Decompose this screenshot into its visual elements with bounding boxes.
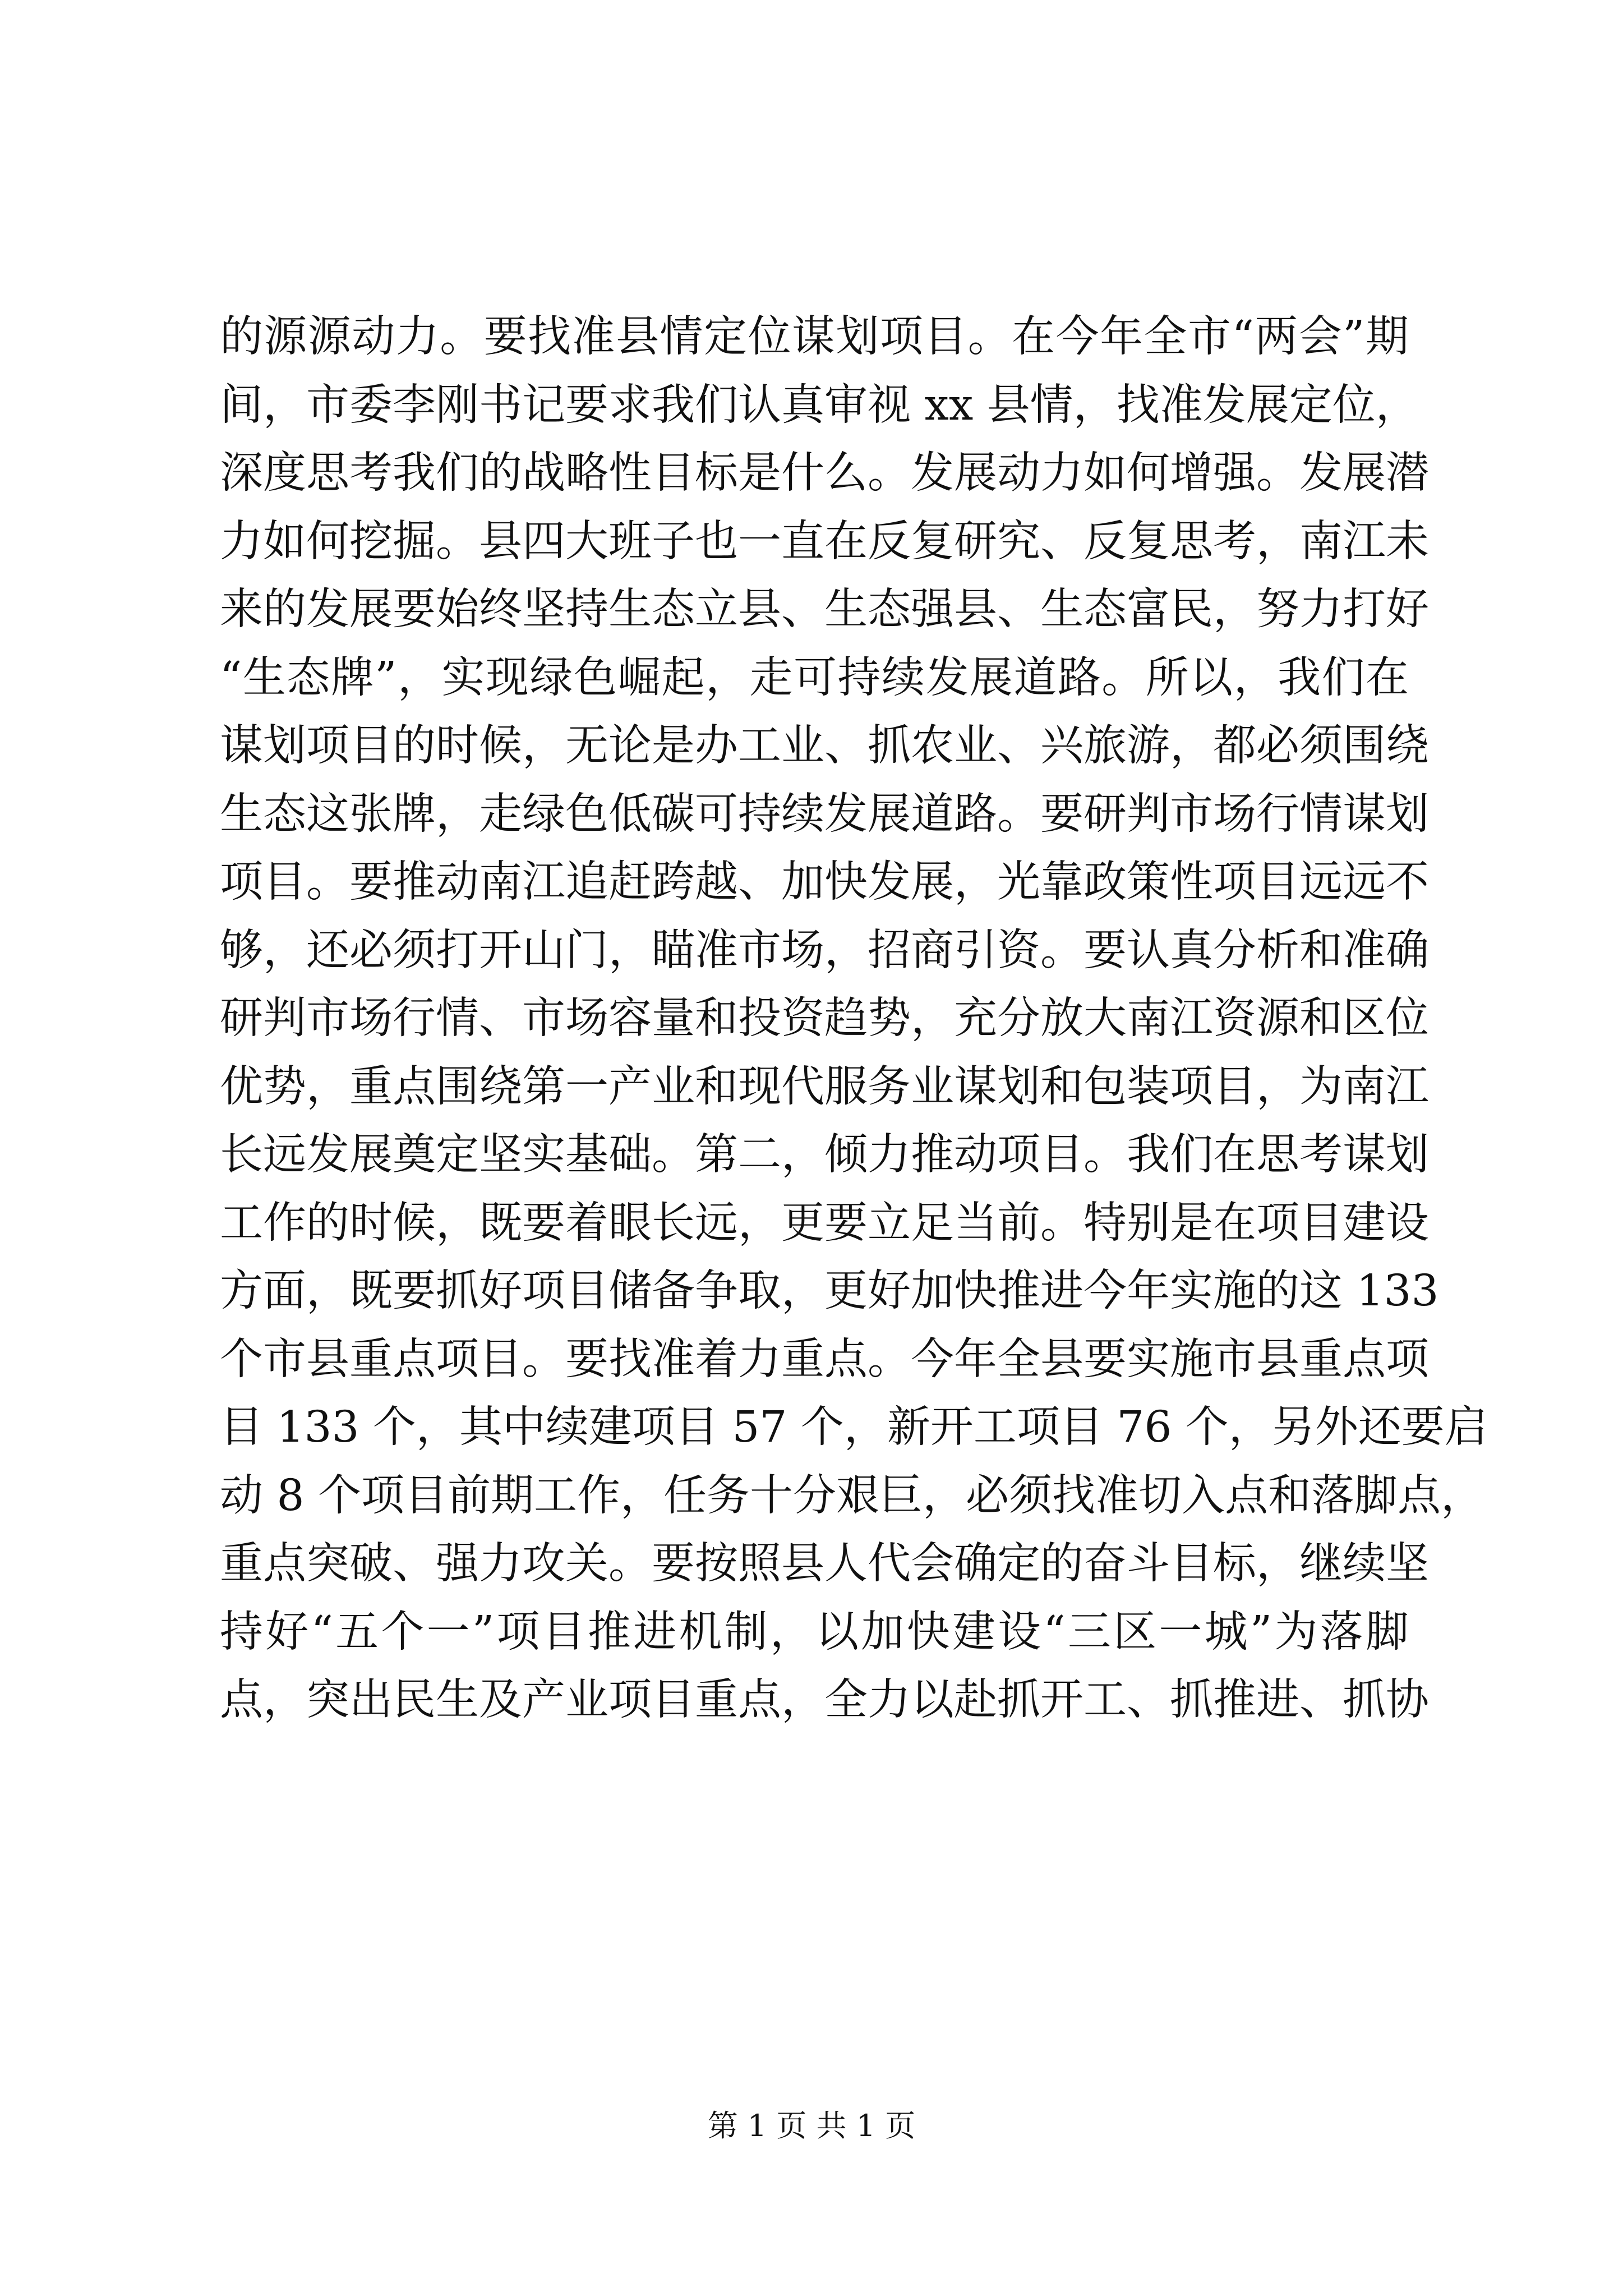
- page-number-footer: 第 1 页 共 1 页: [707, 2108, 916, 2143]
- text-line-9: 项目。要推动南江追赶跨越、加快发展，光靠政策性项目远远不: [220, 857, 1429, 907]
- text-line-14: 工作的时候，既要着眼长远，更要立足当前。特别是在项目建设: [220, 1198, 1429, 1248]
- text-line-11: 研判市场行情、市场容量和投资趋势，充分放大南江资源和区位: [220, 993, 1429, 1043]
- text-line-17: 目 133 个，其中续建项目 57 个，新开工项目 76 个，另外还要启: [220, 1402, 1488, 1452]
- text-line-1: 的源源动力。要找准县情定位谋划项目。在今年全市“两会”期: [220, 312, 1409, 362]
- text-line-19: 重点突破、强力攻关。要按照县人代会确定的奋斗目标，继续坚: [220, 1539, 1429, 1589]
- text-line-12: 优势，重点围绕第一产业和现代服务业谋划和包装项目，为南江: [220, 1061, 1429, 1112]
- text-line-10: 够，还必须打开山门，瞄准市场，招商引资。要认真分析和准确: [220, 925, 1429, 976]
- text-line-4: 力如何挖掘。县四大班子也一直在反复研究、反复思考，南江未: [220, 516, 1429, 567]
- text-line-7: 谋划项目的时候，无论是办工业、抓农业、兴旅游，都必须围绕: [220, 721, 1429, 771]
- text-line-2: 间，市委李刚书记要求我们认真审视 xx 县情，找准发展定位，: [220, 380, 1419, 430]
- text-line-8: 生态这张牌，走绿色低碳可持续发展道路。要研判市场行情谋划: [220, 789, 1429, 839]
- text-line-18: 动 8 个项目前期工作，任务十分艰巨，必须找准切入点和落脚点，: [220, 1470, 1484, 1521]
- body-text: [220, 303, 1488, 1734]
- text-line-20: 持好“五个一”项目推进机制，以加快建设“三区一城”为落脚: [220, 1607, 1409, 1657]
- text-line-16: 个市县重点项目。要找准着力重点。今年全县要实施市县重点项: [220, 1334, 1429, 1384]
- text-line-5: 来的发展要始终坚持生态立县、生态强县、生态富民，努力打好: [220, 585, 1429, 634]
- text-line-6: “生态牌”，实现绿色崛起，走可持续发展道路。所以，我们在: [220, 652, 1409, 703]
- text-line-3: 深度思考我们的战略性目标是什么。发展动力如何增强。发展潜: [220, 448, 1429, 498]
- text-line-21: 点，突出民生及产业项目重点，全力以赴抓开工、抓推进、抓协: [220, 1675, 1429, 1725]
- text-line-15: 方面，既要抓好项目储备争取，更好加快推进今年实施的这 133: [220, 1266, 1439, 1316]
- text-line-13: 长远发展奠定坚实基础。第二，倾力推动项目。我们在思考谋划: [220, 1130, 1429, 1180]
